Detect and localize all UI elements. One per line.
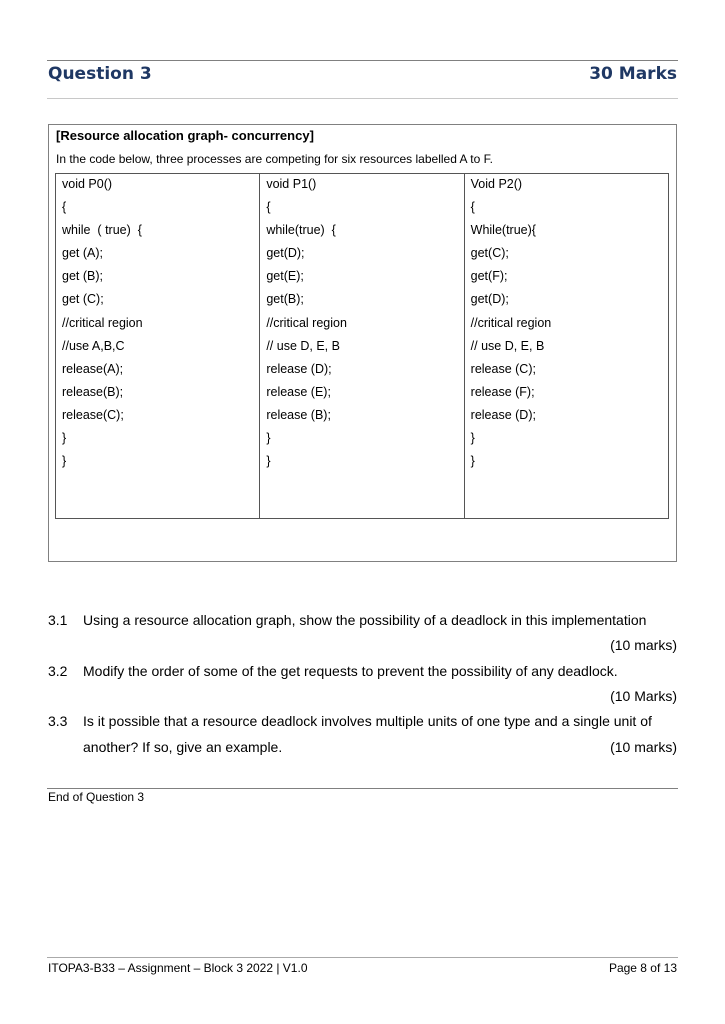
header-rule-top: [47, 60, 678, 61]
code-line: {: [470, 200, 475, 215]
code-line: release (E);: [266, 384, 331, 399]
code-line: while ( true) {: [62, 223, 142, 238]
code-line: // use D, E, B: [470, 338, 545, 353]
code-column-p1: [260, 174, 464, 519]
question-number: 3.3: [48, 713, 68, 729]
code-table: [55, 173, 669, 519]
code-line: get(B);: [266, 292, 304, 307]
code-line: While(true){: [470, 223, 536, 238]
question-text: Is it possible that a resource deadlock involves multiple units of one type and a single unit of: [83, 713, 652, 729]
code-line: void P1(): [266, 177, 317, 191]
question-number: 3.2: [48, 663, 68, 679]
question-title: Question 3: [48, 64, 152, 84]
code-column-p2: [464, 174, 668, 519]
code-line: release (C);: [470, 361, 536, 376]
header-rule-bottom: [47, 98, 678, 99]
question-3-1-marks: (10 marks): [610, 637, 677, 653]
code-line: release (F);: [470, 384, 535, 399]
code-line: //critical region: [470, 315, 552, 330]
end-of-question: End of Question 3: [48, 790, 145, 804]
code-line: get(F);: [470, 269, 508, 284]
code-line: get(C);: [470, 246, 509, 261]
code-line: }: [266, 431, 271, 446]
end-rule: [47, 788, 678, 789]
code-line: }: [62, 454, 67, 469]
code-line: release (D);: [266, 361, 332, 376]
code-line: release (D);: [470, 407, 536, 422]
code-line: release(A);: [62, 361, 124, 376]
code-line: get (C);: [62, 292, 104, 307]
code-line: void P0(): [62, 177, 113, 191]
code-line: }: [266, 454, 271, 469]
code-line: get (B);: [62, 269, 103, 284]
code-line: //use A,B,C: [62, 338, 125, 353]
question-number: 3.1: [48, 612, 68, 628]
code-line: {: [62, 200, 67, 215]
question-marks: 30 Marks: [589, 64, 677, 84]
footer-page-number: Page 8 of 13: [608, 961, 677, 975]
code-line: //critical region: [62, 315, 143, 330]
question-text-line2: another? If so, give an example.: [83, 739, 283, 755]
code-line: get (A);: [62, 246, 103, 261]
box-intro: In the code below, three processes are competing for six resources labelled A to F.: [56, 152, 493, 166]
question-text: Modify the order of some of the get requests to prevent the possibility of any deadlock.: [83, 663, 618, 679]
code-line: release(B);: [62, 384, 124, 399]
question-3-2-marks: (10 Marks): [610, 688, 677, 704]
code-line: release (B);: [266, 407, 331, 422]
footer-document-id: ITOPA3-B33 – Assignment – Block 3 2022 | V1.0: [48, 961, 308, 975]
code-line: get(D);: [266, 246, 305, 261]
code-line: get(D);: [470, 292, 509, 307]
code-line: }: [470, 431, 475, 446]
code-line: get(E);: [266, 269, 304, 284]
resource-allocation-box: [48, 124, 677, 562]
code-line: while(true) {: [266, 223, 336, 238]
code-line: Void P2(): [470, 177, 523, 191]
box-title: [Resource allocation graph- concurrency]: [56, 128, 314, 143]
code-line: }: [62, 431, 67, 446]
question-text: Using a resource allocation graph, show the possibility of a deadlock in this implementation: [83, 612, 647, 628]
code-line: //critical region: [266, 315, 347, 330]
code-line: // use D, E, B: [266, 338, 340, 353]
footer-rule: [47, 957, 678, 958]
code-line: {: [266, 200, 271, 215]
question-3-3-marks: (10 marks): [610, 739, 677, 755]
code-line: }: [470, 454, 475, 469]
code-column-p0: [56, 174, 260, 519]
code-line: release(C);: [62, 407, 124, 422]
